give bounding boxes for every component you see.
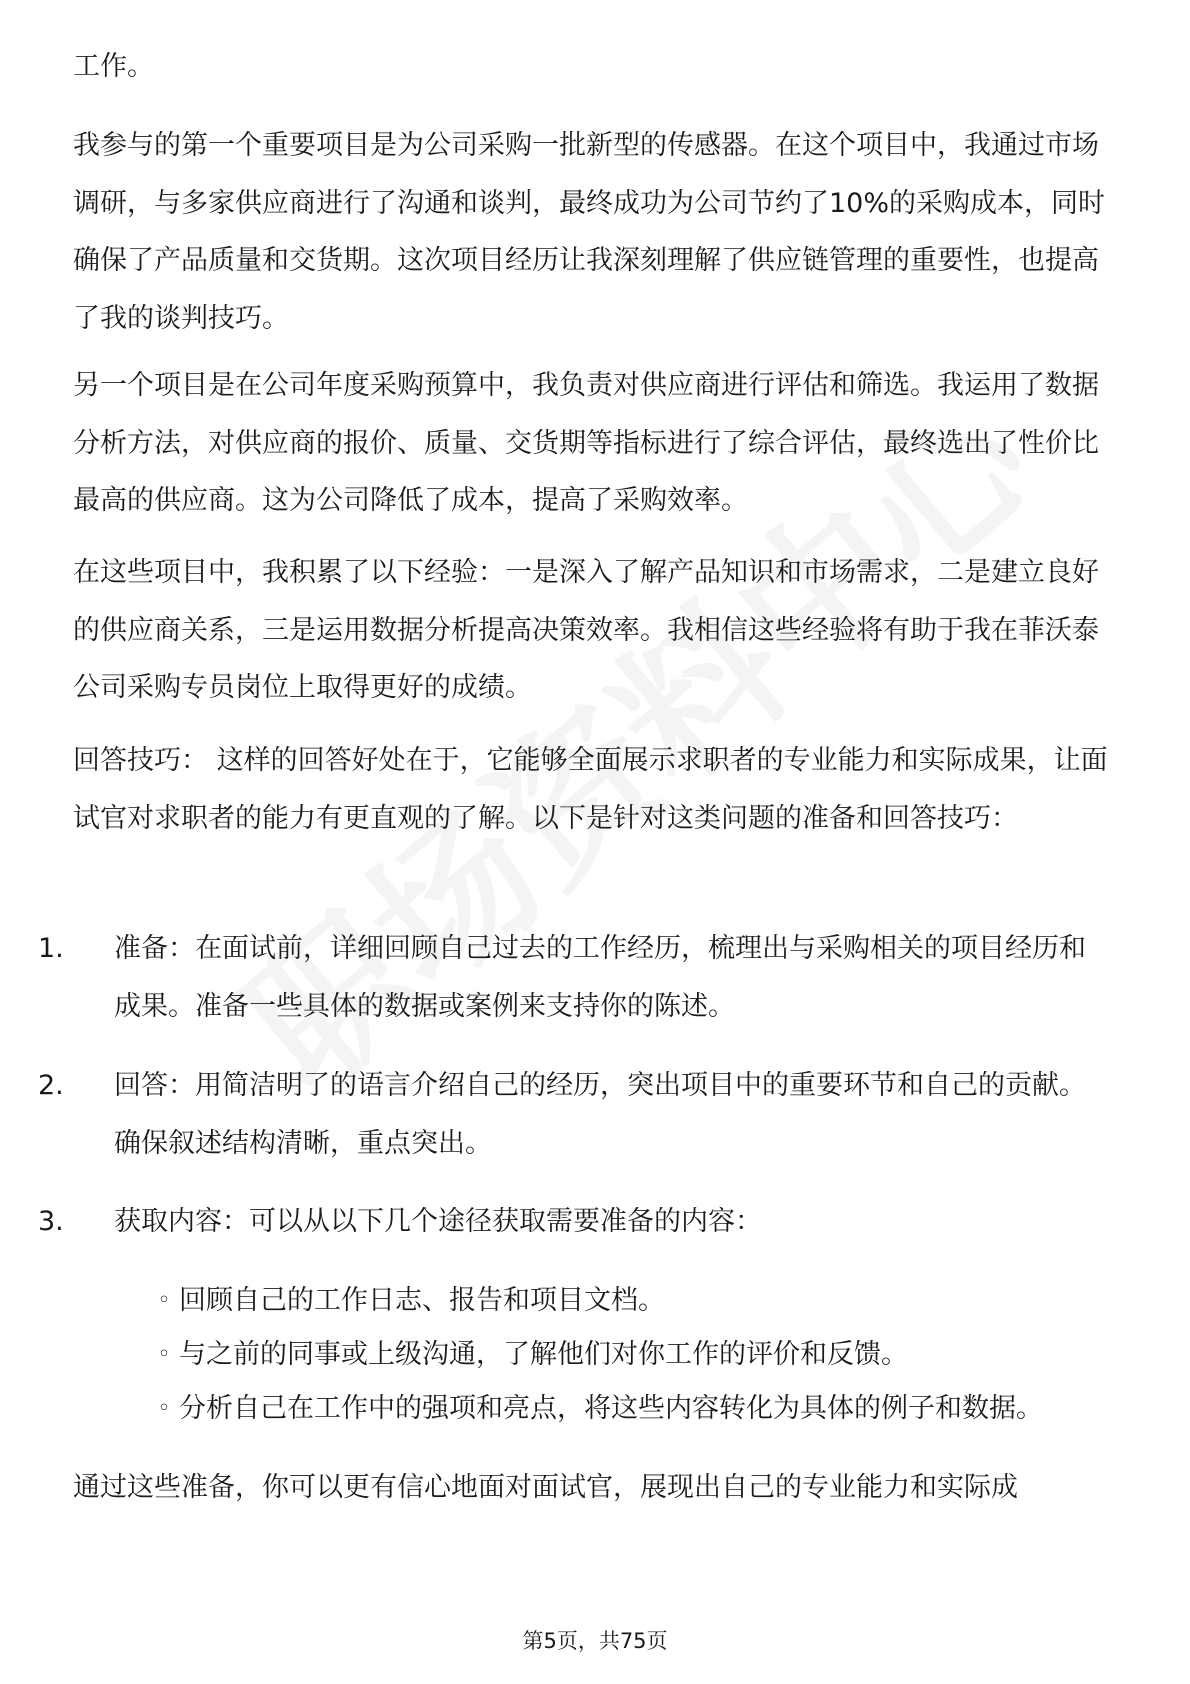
list-item-text: 获取内容：可以从以下几个途径获取需要准备的内容：: [114, 1206, 762, 1237]
bullet-icon: ◦: [157, 1342, 171, 1367]
bullet-icon: ◦: [157, 1288, 171, 1313]
list-number: 2.: [38, 1070, 64, 1101]
page-number-footer: 第5页，共75页: [522, 1629, 668, 1653]
list-item-text: 准备：在面试前，详细回顾自己过去的工作经历，梳理出与采购相关的项目经历和成果。准备一些具体的数据或案例来支持你的陈述。: [114, 933, 1086, 1022]
paragraph-answer-tips: 回答技巧： 这样的回答好处在于，它能够全面展示求职者的专业能力和实际成果，让面试官对求职者的能力有更直观的了解。以下是针对这类问题的准备和回答技巧：: [73, 745, 1108, 834]
paragraph-experience: 在这些项目中，我积累了以下经验：一是深入了解产品知识和市场需求，二是建立良好的供应商关系，三是运用数据分析提高决策效率。我相信这些经验将有助于我在菲沃泰公司采购专员岗位上取得更好的成绩。: [73, 557, 1099, 703]
list-number: 3.: [38, 1206, 64, 1237]
sub-list-text: 分析自己在工作中的强项和亮点，将这些内容转化为具体的例子和数据。: [179, 1393, 1043, 1424]
paragraph-continuation: 工作。: [73, 51, 154, 82]
bullet-icon: ◦: [157, 1396, 171, 1421]
list-number: 1.: [38, 933, 64, 964]
list-item-text: 回答：用简洁明了的语言介绍自己的经历，突出项目中的重要环节和自己的贡献。确保叙述结构清晰，重点突出。: [114, 1070, 1086, 1159]
paragraph-project-one: 我参与的第一个重要项目是为公司采购一批新型的传感器。在这个项目中，我通过市场调研，与多家供应商进行了沟通和谈判，最终成功为公司节约了10%的采购成本，同时确保了产品质量和交货期。这次项目经历让我深刻理解了供应链管理的重要性，也提高了我的谈判技巧。: [73, 130, 1106, 334]
paragraph-closing: 通过这些准备，你可以更有信心地面对面试官，展现出自己的专业能力和实际成: [73, 1472, 1018, 1503]
paragraph-project-two: 另一个项目是在公司年度采购预算中，我负责对供应商进行评估和筛选。我运用了数据分析方法，对供应商的报价、质量、交货期等指标进行了综合评估，最终选出了性价比最高的供应商。这为公司降低了成本，提高了采购效率。: [73, 370, 1099, 516]
sub-list-text: 与之前的同事或上级沟通，了解他们对你工作的评价和反馈。: [179, 1339, 908, 1370]
sub-list-text: 回顾自己的工作日志、报告和项目文档。: [179, 1285, 665, 1316]
